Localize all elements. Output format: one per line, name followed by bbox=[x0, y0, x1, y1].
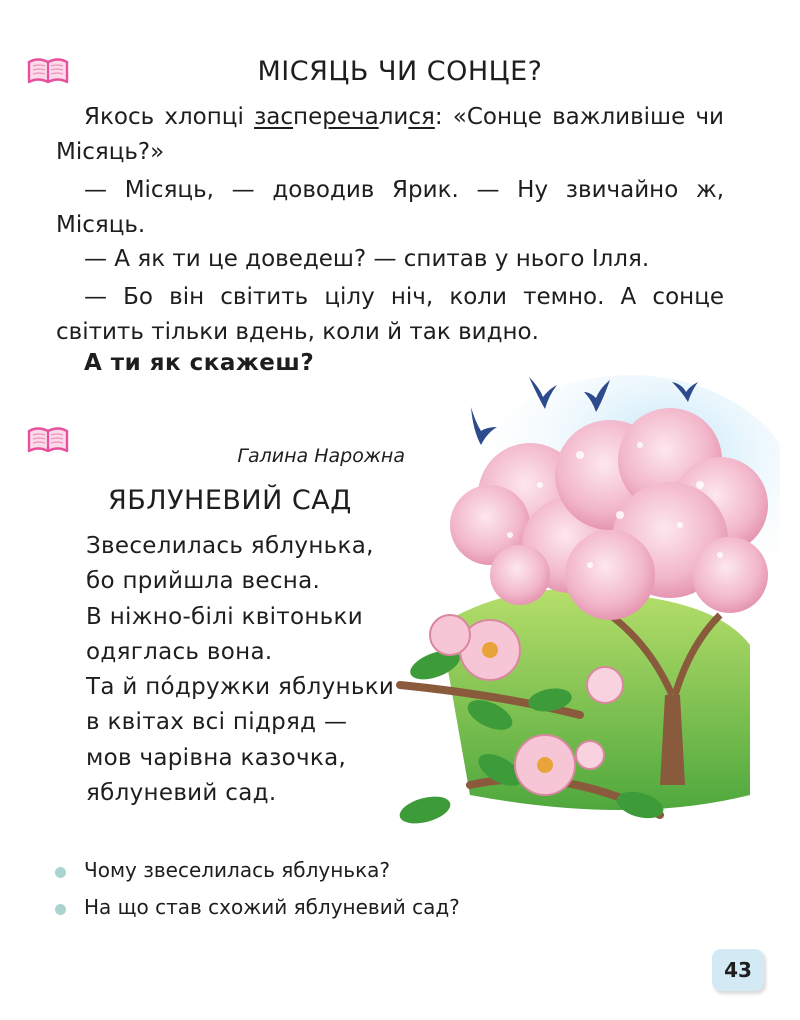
syllable: ли bbox=[378, 104, 409, 130]
poem-text bbox=[86, 529, 394, 811]
poem-line: яблуневий сад. bbox=[86, 780, 277, 807]
poem-line: бо прийшла весна. bbox=[86, 568, 321, 595]
stressed-syllable: ся bbox=[408, 104, 435, 130]
text: : «Сонце важливіше чи Місяць?» bbox=[56, 104, 724, 165]
bird-icon bbox=[582, 376, 616, 416]
story-question: А ти як скажеш? bbox=[84, 350, 315, 376]
syllable: ча bbox=[351, 104, 379, 130]
page-number: 43 bbox=[712, 949, 764, 991]
syllable: пе bbox=[293, 104, 323, 130]
poem-author: Галина Нарожна bbox=[237, 445, 405, 467]
poem-line: Звеселилась яблунька, bbox=[86, 533, 374, 559]
poem-line: в квітах всі підряд — bbox=[86, 709, 348, 736]
stressed-syllable: зас bbox=[254, 104, 294, 130]
poem-line: одяглась вона. bbox=[86, 638, 273, 665]
story-paragraph-3: — А як ти це доведеш? — спитав у нього Ілля. bbox=[84, 246, 650, 272]
story-paragraph-4: — Бо він світить цілу ніч, коли темно. А сонце світить тільки вдень, коли й так видно. bbox=[56, 284, 724, 345]
story-paragraph-1 bbox=[56, 100, 724, 170]
bird-icon bbox=[670, 378, 700, 406]
question-1: Чому звеселилась яблунька? bbox=[84, 858, 391, 882]
story-paragraph-2: — Місяць, — доводив Ярик. — Ну звичайно ж, Місяць. bbox=[56, 177, 724, 238]
poem-line: Та й по́дружки яблуньки bbox=[86, 674, 395, 701]
bullet-icon bbox=[55, 904, 66, 915]
poem-line: В ніжно-білі квітоньки bbox=[86, 603, 363, 630]
book-icon bbox=[26, 425, 70, 455]
bird-icon bbox=[525, 373, 561, 413]
apple-tree-illustration bbox=[380, 365, 780, 845]
bullet-icon bbox=[55, 867, 66, 878]
text: Якось хлопці bbox=[84, 104, 255, 130]
story-title: МІСЯЦЬ ЧИ СОНЦЕ? bbox=[257, 56, 543, 87]
question-2: На що став схожий яблуневий сад? bbox=[84, 895, 460, 919]
poem-line: мов чарівна казочка, bbox=[86, 744, 347, 771]
stressed-syllable: ре bbox=[322, 104, 351, 130]
bird-icon bbox=[465, 405, 501, 447]
poem-title: ЯБЛУНЕВИЙ САД bbox=[108, 485, 352, 516]
